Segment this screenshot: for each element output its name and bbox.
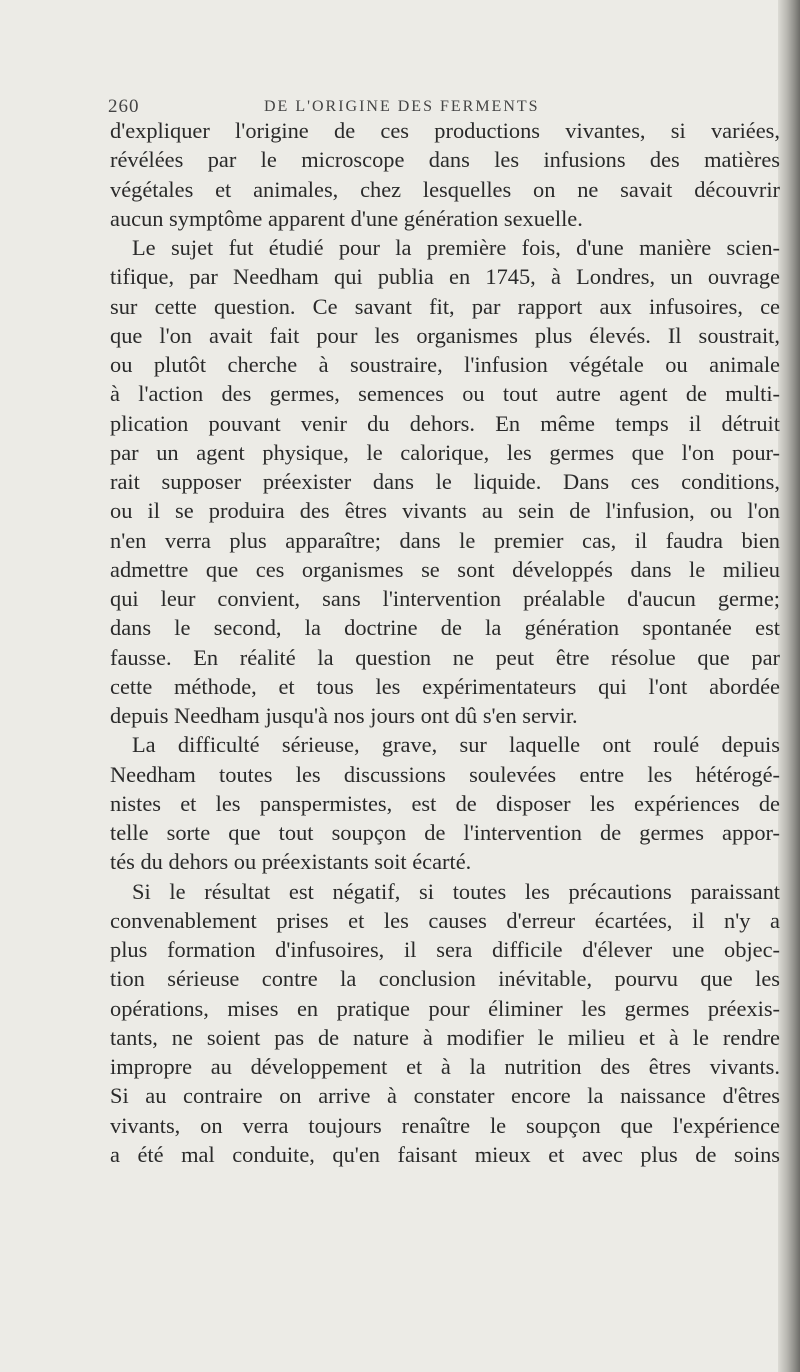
text-line: Le sujet fut étudié pour la première fois, d'une manière scien-: [132, 235, 780, 260]
text-line: Si le résultat est négatif, si toutes les précautions paraissant: [132, 878, 780, 904]
text-line: dans le second, la doctrine de la génération spontanée est: [110, 615, 780, 641]
running-title: DE L'ORIGINE DES FERMENTS: [264, 98, 540, 115]
text-line: telle sorte que tout soupçon de l'intervention de germes appor-: [110, 820, 780, 845]
text-line: n'en verra plus apparaître; dans le premier cas, il faudra bien: [110, 527, 780, 553]
text-line: a été mal conduite, qu'en faisant mieux et avec plus de soins: [110, 1141, 780, 1167]
text-line: tifique, par Needham qui publia en 1745, à Londres, un ouvrage: [110, 264, 780, 290]
text-line: La difficulté sérieuse, grave, sur laquelle ont roulé depuis: [132, 732, 780, 758]
text-line: tants, ne soient pas de nature à modifier le milieu et à le rendre: [110, 1024, 780, 1050]
text-line: que l'on avait fait pour les organismes plus élevés. Il soustrait,: [110, 322, 780, 348]
text-line: Needham toutes les discussions soulevées entre les hétérogé-: [110, 761, 780, 787]
text-line: admettre que ces organismes se sont développés dans le milieu: [110, 556, 780, 582]
text-line: d'expliquer l'origine de ces productions vivantes, si variées,: [110, 118, 780, 143]
text-line: nistes et les panspermistes, est de disposer les expériences de: [110, 790, 780, 816]
text-line: ou plutôt cherche à soustraire, l'infusion végétale ou animale: [110, 352, 780, 377]
text-line: impropre au développement et à la nutrition des êtres vivants.: [110, 1054, 780, 1079]
text-line: Si au contraire on arrive à constater encore la naissance d'êtres: [110, 1083, 780, 1109]
text-line: sur cette question. Ce savant fit, par rapport aux infusoires, ce: [110, 293, 780, 319]
text-line: végétales et animales, chez lesquelles on ne savait découvrir: [110, 176, 780, 202]
body-text: [110, 116, 780, 1169]
text-line: tion sérieuse contre la conclusion inévitable, pourvu que les: [110, 966, 780, 992]
text-line: depuis Needham jusqu'à nos jours ont dû s'en servir.: [110, 703, 578, 728]
text-line: fausse. En réalité la question ne peut être résolue que par: [110, 644, 780, 670]
text-line: opérations, mises en pratique pour éliminer les germes préexis-: [110, 995, 780, 1021]
text-line: rait supposer préexister dans le liquide. Dans ces conditions,: [110, 469, 780, 494]
page-number: 260: [108, 96, 140, 117]
text-line: tés du dehors ou préexistants soit écarté.: [110, 849, 472, 875]
text-line: par un agent physique, le calorique, les germes que l'on pour-: [110, 439, 780, 465]
page-edge-shadow: [778, 0, 800, 1372]
text-line: ou il se produira des êtres vivants au sein de l'infusion, ou l'on: [110, 498, 780, 524]
text-line: vivants, on verra toujours renaître le soupçon que l'expérience: [110, 1112, 780, 1138]
text-line: à l'action des germes, semences ou tout autre agent de multi-: [110, 381, 780, 407]
text-line: plication pouvant venir du dehors. En même temps il détruit: [110, 410, 780, 436]
text-line: aucun symptôme apparent d'une génération sexuelle.: [110, 205, 583, 231]
text-line: qui leur convient, sans l'intervention préalable d'aucun germe;: [110, 586, 780, 611]
text-line: convenablement prises et les causes d'erreur écartées, il n'y a: [110, 907, 780, 933]
text-line: révélées par le microscope dans les infusions des matières: [110, 147, 780, 173]
text-line: cette méthode, et tous les expérimentateurs qui l'ont abordée: [110, 673, 780, 699]
text-line: plus formation d'infusoires, il sera difficile d'élever une objec-: [110, 937, 780, 962]
